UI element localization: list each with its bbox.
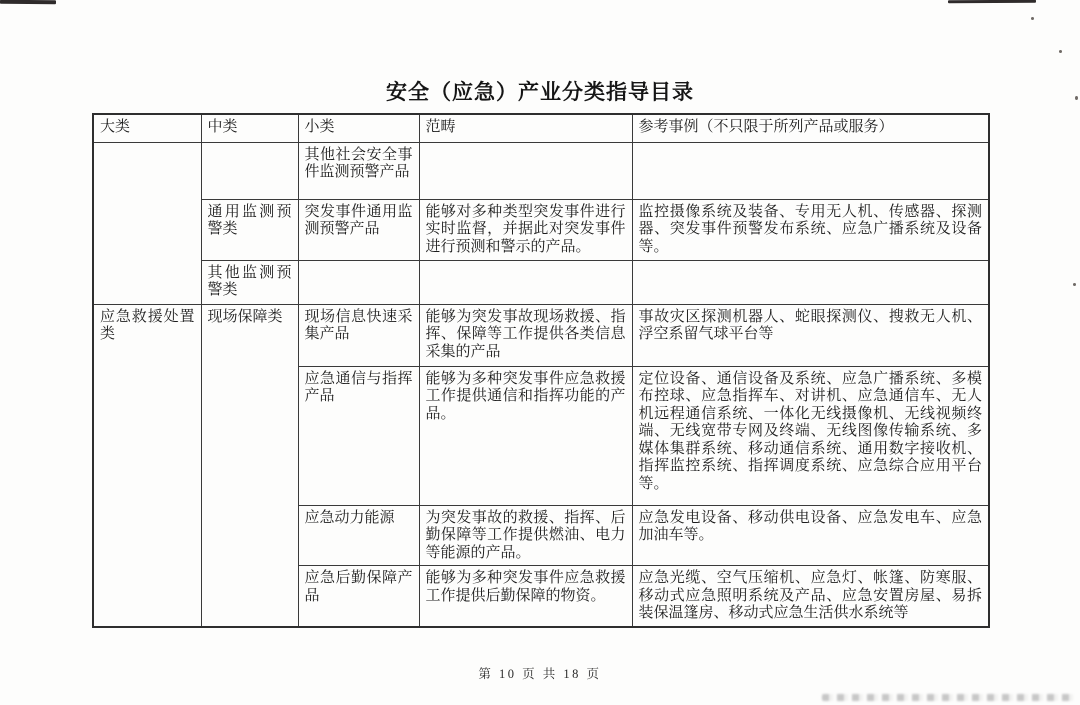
header-minor-category: 小类 xyxy=(298,114,419,142)
cell-middle-category: 通用监测预警类 xyxy=(201,199,298,260)
cell-minor-category: 现场信息快速采集产品 xyxy=(298,304,419,366)
cell-scope: 能够为突发事故现场救援、指挥、保障等工作提供各类信息采集的产品 xyxy=(419,304,632,366)
document-title: 安全（应急）产业分类指导目录 xyxy=(386,80,694,104)
cell-minor-category: 其他社会安全事件监测预警产品 xyxy=(298,142,419,199)
header-middle-category: 中类 xyxy=(201,114,298,142)
cell-major-category xyxy=(93,142,201,304)
scan-speck xyxy=(1059,50,1062,53)
table-row xyxy=(93,260,989,304)
cell-scope: 能够为多种突发事件应急救援工作提供后勤保障的物资。 xyxy=(419,566,632,627)
cell-minor-category: 应急动力能源 xyxy=(298,505,419,566)
table-row xyxy=(93,199,989,260)
cell-middle-category xyxy=(201,142,298,199)
cell-scope: 能够为多种突发事件应急救援工作提供通信和指挥功能的产品。 xyxy=(419,366,632,505)
scan-artifact-top-left xyxy=(0,0,56,4)
classification-table xyxy=(92,113,990,628)
scan-bleedthrough-artifact xyxy=(822,694,1074,701)
cell-examples xyxy=(632,142,989,199)
header-major-category: 大类 xyxy=(93,114,201,142)
cell-examples: 事故灾区探测机器人、蛇眼探测仪、搜救无人机、浮空系留气球平台等 xyxy=(632,304,989,366)
cell-minor-category: 应急通信与指挥产品 xyxy=(298,366,419,505)
cell-examples xyxy=(632,260,989,304)
cell-examples: 监控摄像系统及装备、专用无人机、传感器、探测器、突发事件预警发布系统、应急广播系统及设备等。 xyxy=(632,199,989,260)
table-row xyxy=(93,142,989,199)
table-row xyxy=(93,304,989,366)
cell-major-category: 应急救援处置类 xyxy=(93,304,201,627)
page-number: 第 10 页 共 18 页 xyxy=(478,667,602,681)
table-header-row xyxy=(93,114,989,142)
cell-scope: 为突发事故的救援、指挥、后勤保障等工作提供燃油、电力等能源的产品。 xyxy=(419,505,632,566)
header-scope: 范畴 xyxy=(419,114,632,142)
cell-minor-category: 应急后勤保障产品 xyxy=(298,566,419,627)
cell-minor-category xyxy=(298,260,419,304)
cell-examples: 定位设备、通信设备及系统、应急广播系统、多模布控球、应急指挥车、对讲机、应急通信车、无人机远程通信系统、一体化无线摄像机、无线视频终端、无线宽带专网及终端、无线图像传输系统、多媒体集群系统、移动通信系统、通用数字接收机、指挥监控系统、指挥调度系统、应急综合应用平台等。 xyxy=(632,366,989,505)
cell-examples: 应急光缆、空气压缩机、应急灯、帐篷、防寒服、移动式应急照明系统及产品、应急安置房屋、易拆装保温篷房、移动式应急生活供水系统等 xyxy=(632,566,989,627)
cell-middle-category: 其他监测预警类 xyxy=(201,260,298,304)
cell-middle-category: 现场保障类 xyxy=(201,304,298,627)
cell-minor-category: 突发事件通用监测预警产品 xyxy=(298,199,419,260)
cell-scope xyxy=(419,142,632,199)
header-examples: 参考事例（不只限于所列产品或服务） xyxy=(632,114,989,142)
scan-speck xyxy=(1031,17,1034,20)
cell-scope: 能够对多种类型突发事件进行实时监督，并据此对突发事件进行预测和警示的产品。 xyxy=(419,199,632,260)
cell-scope xyxy=(419,260,632,304)
scan-speck xyxy=(1073,283,1076,286)
scan-artifact-top-right xyxy=(948,0,1036,3)
cell-examples: 应急发电设备、移动供电设备、应急发电车、应急加油车等。 xyxy=(632,505,989,566)
